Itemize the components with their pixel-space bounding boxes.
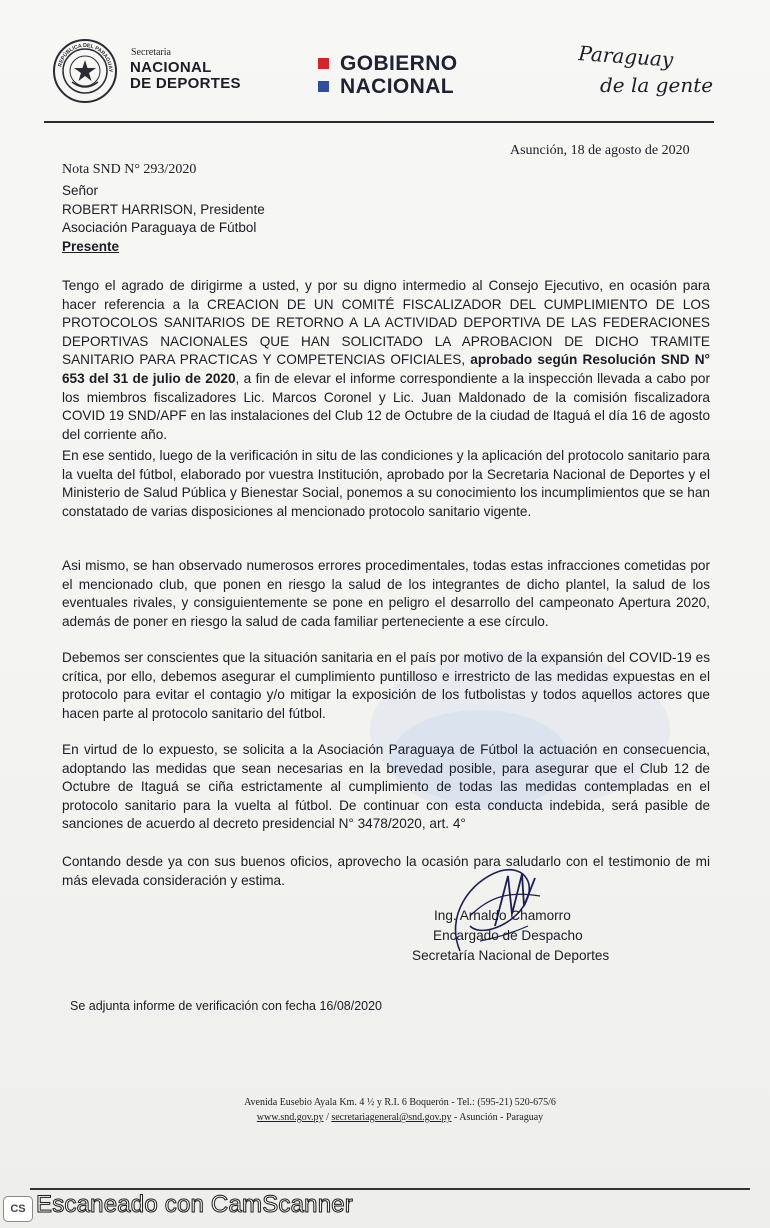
- paragraph-5: En virtud de lo expuesto, se solicita a la Asociación Paraguaya de Fútbol la actuación en consecuencia, adoptando las medidas que sean necesarias en la brevedad posible, para asegurar que el Club 12 de Octubre de Itaguá se ciña estrictamente al cumplimiento de todas las medidas contempladas en el protocolo sanitario para la vuelta al fútbol. De continuar con esta conducta indebida, será pasible de sanciones de acuerdo al decreto presidencial N° 3478/2020, art. 4°: [62, 742, 710, 832]
- attachment-note: Se adjunta informe de verificación con fecha 16/08/2020: [70, 999, 383, 1013]
- footer-address: Avenida Eusebio Ayala Km. 4 ½ y R.I. 6 Boquerón - Tel.: (595-21) 520-675/6: [244, 1097, 556, 1108]
- recipient-organization: Asociación Paraguaya de Fútbol: [62, 220, 257, 235]
- signer-name: Ing. Arnaldo Chamorro: [434, 908, 571, 923]
- blue-square-icon: [318, 81, 329, 92]
- paragraph-3: Asi mismo, se han observado numerosos errores procedimentales, todas estas infracciones cometidas por el mencionado club, que ponen en riesgo la salud de los integrantes de dicho plantel, la salud de los eventuales rivales, y consiguientemente se pone en peligro el desarrollo del campeonato Apertura 2020, además de poner en riesgo la salud de cada familiar perteneciente a ese círculo.: [62, 558, 710, 629]
- signer-title: Encargado de Despacho: [433, 928, 583, 943]
- recipient-block: [62, 182, 265, 256]
- signer-organization: Secretaría Nacional de Deportes: [412, 948, 610, 963]
- footer-city: - Asunción - Paraguay: [451, 1112, 544, 1123]
- paragraph-1: [62, 277, 710, 444]
- footer-separator: /: [323, 1112, 332, 1123]
- camscanner-logo-icon: CS: [3, 1196, 33, 1222]
- slogan-line2: de la gente: [600, 73, 713, 97]
- letter-date: Asunción, 18 de agosto de 2020: [510, 143, 690, 158]
- presente-label: Presente: [62, 238, 120, 254]
- snd-small-label: Secretaria: [131, 47, 171, 58]
- snd-line2: DE DEPORTES: [130, 75, 241, 92]
- greeting: Señor: [62, 183, 99, 198]
- paragraph-1-part-b: , a fin de elevar el informe correspondiente a la inspección llevada a cabo por los miembros fiscalizadores Lic. Marcos Coronel y Lic. Juan Maldonado de la comisión fiscalizadora COVID 19 SND/APF en las instalaciones del Club 12 de Octubre de la ciudad de Itaguá el día 16 de agosto del corriente año.: [62, 370, 710, 442]
- paragraph-6: Contando desde ya con sus buenos oficios, aprovecho la ocasión para saludarlo con el testimonio de mi más elevada consideración y estima.: [62, 854, 710, 888]
- red-square-icon: [318, 58, 329, 69]
- slogan-line1: Paraguay: [578, 41, 674, 72]
- recipient-name: ROBERT HARRISON, Presidente: [62, 201, 265, 217]
- footer-divider: [30, 1188, 750, 1190]
- paragraph-4: Debemos ser conscientes que la situación sanitaria en el país por motivo de la expansión del COVID-19 es crítica, por ello, debemos asegurar el cumplimiento puntilloso e irrestricto de las medidas expuestas en el protocolo para evitar el contagio y/o mitigar la exposición de los futbolistas y todos aquellos actores que hacen parte al protocolo sanitario del fútbol.: [62, 650, 710, 721]
- gob-line2: NACIONAL: [340, 74, 455, 98]
- seal-text: REPÚBLICA DEL PARAGUAY: [57, 42, 114, 73]
- footer-website-link[interactable]: www.snd.gov.py: [256, 1112, 324, 1123]
- paragraph-2: En ese sentido, luego de la verificación in situ de las condiciones y la aplicación del protocolo sanitario para la vuelta del fútbol, elaborado por vuestra Institución, aprobado por la Secretaria Nacional de Deportes y el Ministerio de Salud Pública y Bienestar Social, ponemos a su conocimiento los incumplimientos que se han constatado de varias disposiciones al mencionado protocolo sanitario vigente.: [62, 448, 710, 519]
- paragraph-1-resolution: aprobado según Resolución SND N° 653 del 31 de julio de 2020: [62, 352, 710, 386]
- letter-reference: Nota SND N° 293/2020: [62, 162, 197, 177]
- signature-block: [412, 906, 609, 966]
- gobierno-nacional-logo: [318, 52, 458, 98]
- gob-line1: GOBIERNO: [340, 51, 458, 75]
- camscanner-watermark-text: Escaneado con CamScanner: [36, 1191, 353, 1218]
- paraguay-de-la-gente-logo: [578, 36, 713, 106]
- footer-contact: [150, 1095, 650, 1125]
- snd-line1: NACIONAL: [130, 59, 212, 76]
- national-seal-icon: [52, 38, 118, 104]
- footer-email-link[interactable]: secretariageneral@snd.gov.py: [331, 1112, 452, 1123]
- header-divider: [44, 121, 714, 123]
- paragraph-1-part-a: Tengo el agrado de dirigirme a usted, y por su digno intermedio al Consejo Ejecutivo, en ocasión para hacer referencia a la CREACION DE UN COMITÉ FISCALIZADOR DEL CUMPLIMIENTO DE LOS PROTOCOLOS SANITARIOS DE RETORNO A LA ACTIVIDAD DEPORTIVA DE LAS FEDERACIONES DEPORTIVAS NACIONALES QUE HAN SOLICITADO LA APROBACION DE DICHO TRAMITE SANITARIO PARA PRACTICAS Y COMPETENCIAS OFICIALES,: [62, 278, 710, 368]
- snd-logo-text: [130, 60, 241, 92]
